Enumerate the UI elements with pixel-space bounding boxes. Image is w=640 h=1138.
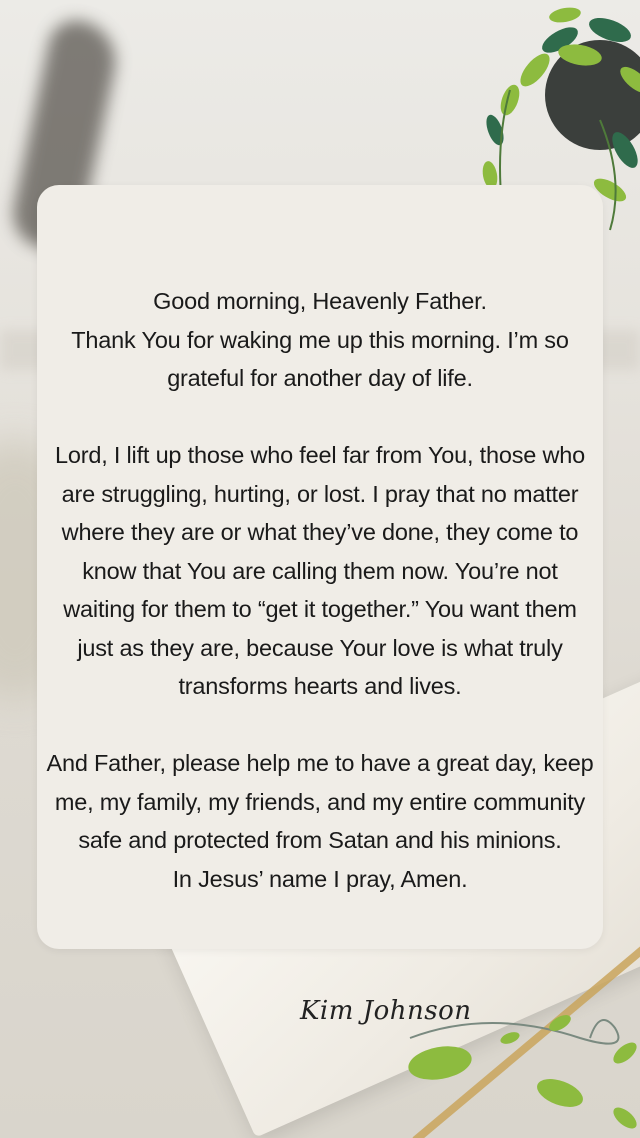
prayer-line: grateful for another day of life. — [167, 365, 473, 391]
signature: Kim Johnson — [300, 996, 472, 1026]
prayer-line: transforms hearts and lives. — [178, 673, 462, 699]
prayer-line: Lord, I lift up those who feel far from You, those who — [54, 442, 586, 468]
prayer-line: In Jesus’ name I pray, Amen. — [172, 865, 468, 892]
prayer-line: Thank You for waking me up this morning. I’m so — [71, 326, 569, 353]
prayer-line: me, my family, my friends, and my entire community — [54, 788, 586, 815]
prayer-line: waiting for them to “get it together.” You want them — [63, 596, 577, 622]
prayer-line: just as they are, because Your love is what truly — [77, 634, 563, 661]
prayer-line: Good morning, Heavenly Father. — [153, 288, 487, 314]
prayer-line: know that You are calling them now. You’re not — [82, 557, 558, 584]
prayer-line: are struggling, hurting, or lost. I pray that no matter — [61, 480, 579, 507]
prayer-card — [37, 185, 603, 949]
prayer-line: And Father, please help me to have a great day, keep — [46, 750, 594, 776]
prayer-text — [37, 282, 603, 898]
prayer-line: safe and protected from Satan and his minions. — [78, 827, 562, 853]
prayer-line: where they are or what they’ve done, they come to — [61, 519, 579, 545]
